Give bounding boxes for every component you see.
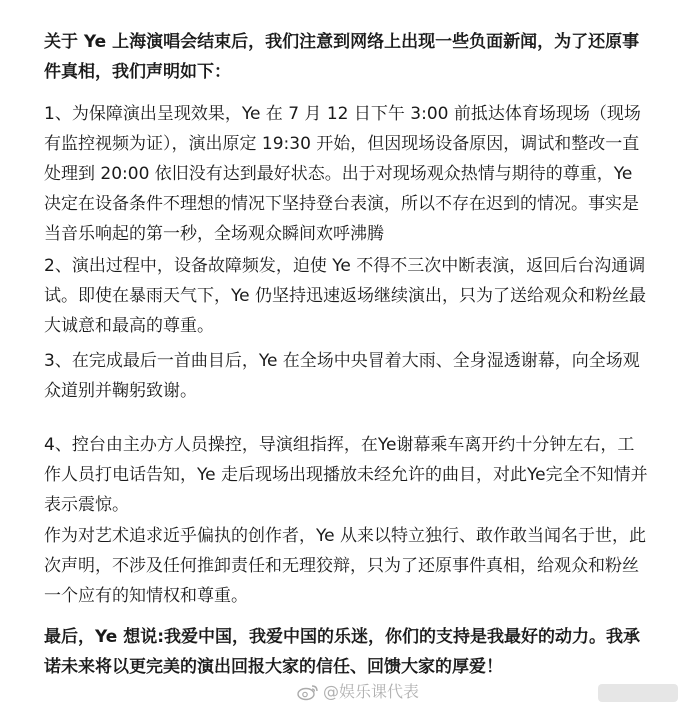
statement-point-2: 2、演出过程中，设备故障频发，迫使 Ye 不得不三次中断表演，返回后台沟通调试。即使在暴雨天气下，Ye 仍坚持迅速返场继续演出，只为了送给观众和粉丝最大诚意和最高的尊重。 [44, 256, 646, 336]
watermark [297, 680, 419, 704]
statement-point-5: 作为对艺术追求近乎偏执的创作者，Ye 从来以特立独行、敢作敢当闻名于世，此次声明，不涉及任何推卸责任和无理狡辩，只为了还原事件真相，给观众和粉丝一个应有的知情权和尊重。 [44, 526, 646, 606]
statement-point-4: 4、控台由主办方人员操控，导演组指挥，在Ye谢幕乘车离开约十分钟左右，工作人员打电话告知，Ye 走后现场出现播放未经允许的曲目，对此Ye完全不知情并表示震惊。 [44, 435, 648, 515]
statement-closing: 最后，Ye 想说:我爱中国，我爱中国的乐迷，你们的支持是我最好的动力。我承诺未来将以更完美的演出回报大家的信任、回馈大家的厚爱！ [44, 627, 640, 677]
statement-point-3: 3、在完成最后一首曲目后，Ye 在全场中央冒着大雨、全身湿透谢幕，向全场观众道别并鞠躬致谢。 [44, 351, 640, 401]
watermark-text: @娱乐课代表 [323, 682, 420, 701]
weibo-icon [297, 683, 319, 701]
statement-intro: 关于 Ye 上海演唱会结束后，我们注意到网络上出现一些负面新闻，为了还原事件真相，我们声明如下： [44, 32, 640, 82]
statement-point-1: 1、为保障演出呈现效果，Ye 在 7 月 12 日下午 3:00 前抵达体育场现场（现场有监控视频为证），演出原定 19:30 开始，但因现场设备原因，调试和整改一直处理到 20:00 依旧没有达到最好状态。出于对现场观众热情与期待的尊重，Ye 决定在设备条件不理想的情况下坚持登台表演，所以不存在迟到的情况。事实是当音乐响起的第一秒，全场观众瞬间欢呼沸腾 [44, 104, 641, 244]
blurred-watermark [598, 684, 678, 702]
